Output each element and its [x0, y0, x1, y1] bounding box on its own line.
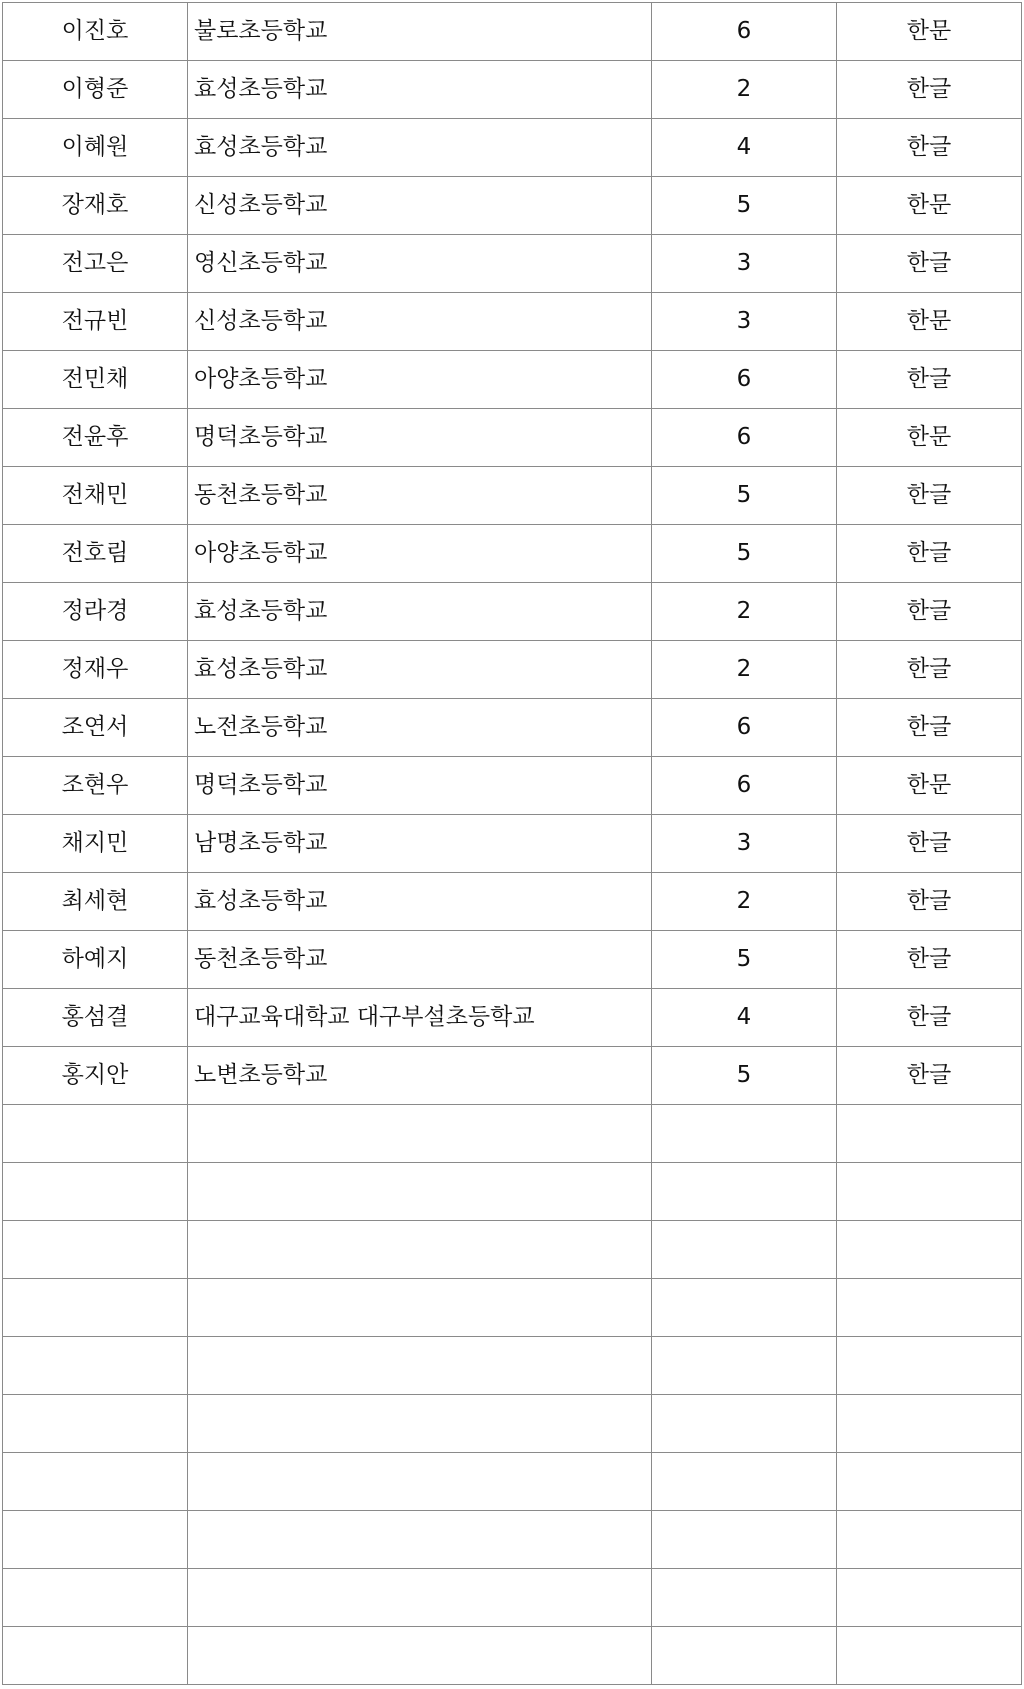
category-cell: 한문 — [837, 177, 1022, 235]
student-name-cell: 정재우 — [3, 641, 188, 699]
student-name-cell — [3, 1511, 188, 1569]
grade-cell: 4 — [652, 989, 837, 1047]
category-cell: 한문 — [837, 293, 1022, 351]
student-name-cell: 하예지 — [3, 931, 188, 989]
student-name-cell — [3, 1221, 188, 1279]
school-name-cell: 노변초등학교 — [188, 1047, 652, 1105]
school-name-cell — [188, 1511, 652, 1569]
table-row — [3, 1569, 1022, 1627]
grade-cell — [652, 1511, 837, 1569]
category-cell — [837, 1105, 1022, 1163]
student-name-cell: 이진호 — [3, 3, 188, 61]
category-cell: 한글 — [837, 61, 1022, 119]
school-name-cell: 효성초등학교 — [188, 873, 652, 931]
school-name-cell: 명덕초등학교 — [188, 409, 652, 467]
grade-cell: 5 — [652, 1047, 837, 1105]
grade-cell — [652, 1163, 837, 1221]
table-row — [3, 177, 1022, 235]
table-row — [3, 641, 1022, 699]
table-row — [3, 699, 1022, 757]
grade-cell: 2 — [652, 61, 837, 119]
school-name-cell: 대구교육대학교 대구부설초등학교 — [188, 989, 652, 1047]
table-row — [3, 351, 1022, 409]
student-name-cell: 최세현 — [3, 873, 188, 931]
student-name-cell: 전채민 — [3, 467, 188, 525]
school-name-cell — [188, 1569, 652, 1627]
school-name-cell: 효성초등학교 — [188, 641, 652, 699]
school-name-cell: 신성초등학교 — [188, 293, 652, 351]
school-name-cell: 신성초등학교 — [188, 177, 652, 235]
school-name-cell — [188, 1163, 652, 1221]
school-name-cell: 효성초등학교 — [188, 583, 652, 641]
student-name-cell: 전고은 — [3, 235, 188, 293]
grade-cell: 2 — [652, 641, 837, 699]
table-row — [3, 1047, 1022, 1105]
student-name-cell: 전민채 — [3, 351, 188, 409]
student-name-cell — [3, 1453, 188, 1511]
school-name-cell: 효성초등학교 — [188, 61, 652, 119]
grade-cell: 3 — [652, 815, 837, 873]
category-cell — [837, 1163, 1022, 1221]
category-cell: 한글 — [837, 235, 1022, 293]
student-name-cell — [3, 1569, 188, 1627]
category-cell: 한문 — [837, 3, 1022, 61]
student-name-cell: 채지민 — [3, 815, 188, 873]
table-row — [3, 989, 1022, 1047]
category-cell: 한글 — [837, 641, 1022, 699]
student-name-cell: 조현우 — [3, 757, 188, 815]
grade-cell: 3 — [652, 293, 837, 351]
grade-cell: 6 — [652, 3, 837, 61]
table-row — [3, 1221, 1022, 1279]
grade-cell — [652, 1453, 837, 1511]
school-name-cell — [188, 1395, 652, 1453]
table-row — [3, 1627, 1022, 1685]
table-row — [3, 1105, 1022, 1163]
school-name-cell: 남명초등학교 — [188, 815, 652, 873]
category-cell — [837, 1279, 1022, 1337]
school-name-cell — [188, 1453, 652, 1511]
student-name-cell — [3, 1105, 188, 1163]
student-name-cell: 이혜원 — [3, 119, 188, 177]
grade-cell — [652, 1221, 837, 1279]
student-name-cell: 홍섬결 — [3, 989, 188, 1047]
grade-cell — [652, 1337, 837, 1395]
table-row — [3, 119, 1022, 177]
category-cell: 한글 — [837, 989, 1022, 1047]
student-name-cell: 장재호 — [3, 177, 188, 235]
grade-cell: 4 — [652, 119, 837, 177]
table-row — [3, 525, 1022, 583]
school-name-cell: 불로초등학교 — [188, 3, 652, 61]
grade-cell — [652, 1627, 837, 1685]
category-cell — [837, 1337, 1022, 1395]
category-cell: 한글 — [837, 525, 1022, 583]
category-cell — [837, 1453, 1022, 1511]
grade-cell: 6 — [652, 409, 837, 467]
school-name-cell — [188, 1221, 652, 1279]
category-cell: 한글 — [837, 873, 1022, 931]
table-row — [3, 409, 1022, 467]
grade-cell: 3 — [652, 235, 837, 293]
category-cell: 한글 — [837, 699, 1022, 757]
student-name-cell — [3, 1395, 188, 1453]
table-row — [3, 1511, 1022, 1569]
student-name-cell: 전호림 — [3, 525, 188, 583]
student-name-cell: 홍지안 — [3, 1047, 188, 1105]
student-name-cell: 조연서 — [3, 699, 188, 757]
school-name-cell: 아양초등학교 — [188, 351, 652, 409]
student-name-cell: 이형준 — [3, 61, 188, 119]
table-row — [3, 1395, 1022, 1453]
table-row — [3, 757, 1022, 815]
category-cell: 한글 — [837, 815, 1022, 873]
table-row — [3, 61, 1022, 119]
table-row — [3, 583, 1022, 641]
category-cell: 한글 — [837, 351, 1022, 409]
school-name-cell: 효성초등학교 — [188, 119, 652, 177]
table-row — [3, 293, 1022, 351]
category-cell — [837, 1221, 1022, 1279]
table-row — [3, 1279, 1022, 1337]
grade-cell: 6 — [652, 351, 837, 409]
category-cell — [837, 1569, 1022, 1627]
grade-cell — [652, 1395, 837, 1453]
category-cell: 한글 — [837, 1047, 1022, 1105]
school-name-cell — [188, 1105, 652, 1163]
school-name-cell: 노전초등학교 — [188, 699, 652, 757]
category-cell — [837, 1511, 1022, 1569]
table-row — [3, 931, 1022, 989]
student-table-body — [3, 3, 1022, 1685]
school-name-cell — [188, 1627, 652, 1685]
table-row — [3, 815, 1022, 873]
category-cell: 한글 — [837, 583, 1022, 641]
category-cell: 한글 — [837, 119, 1022, 177]
table-row — [3, 3, 1022, 61]
student-name-cell — [3, 1279, 188, 1337]
student-name-cell: 정라경 — [3, 583, 188, 641]
grade-cell: 6 — [652, 699, 837, 757]
school-name-cell: 영신초등학교 — [188, 235, 652, 293]
grade-cell — [652, 1105, 837, 1163]
table-row — [3, 467, 1022, 525]
grade-cell — [652, 1569, 837, 1627]
grade-cell: 2 — [652, 583, 837, 641]
table-row — [3, 1163, 1022, 1221]
grade-cell: 2 — [652, 873, 837, 931]
grade-cell: 5 — [652, 177, 837, 235]
school-name-cell: 아양초등학교 — [188, 525, 652, 583]
table-row — [3, 1337, 1022, 1395]
school-name-cell: 명덕초등학교 — [188, 757, 652, 815]
student-table — [2, 2, 1022, 1685]
grade-cell: 6 — [652, 757, 837, 815]
school-name-cell — [188, 1337, 652, 1395]
school-name-cell: 동천초등학교 — [188, 467, 652, 525]
grade-cell — [652, 1279, 837, 1337]
student-name-cell: 전윤후 — [3, 409, 188, 467]
table-row — [3, 873, 1022, 931]
school-name-cell: 동천초등학교 — [188, 931, 652, 989]
category-cell: 한문 — [837, 757, 1022, 815]
student-name-cell — [3, 1337, 188, 1395]
school-name-cell — [188, 1279, 652, 1337]
student-name-cell: 전규빈 — [3, 293, 188, 351]
grade-cell: 5 — [652, 525, 837, 583]
table-row — [3, 1453, 1022, 1511]
category-cell: 한글 — [837, 467, 1022, 525]
student-name-cell — [3, 1163, 188, 1221]
grade-cell: 5 — [652, 467, 837, 525]
category-cell — [837, 1395, 1022, 1453]
grade-cell: 5 — [652, 931, 837, 989]
category-cell: 한문 — [837, 409, 1022, 467]
student-name-cell — [3, 1627, 188, 1685]
table-row — [3, 235, 1022, 293]
category-cell — [837, 1627, 1022, 1685]
category-cell: 한글 — [837, 931, 1022, 989]
